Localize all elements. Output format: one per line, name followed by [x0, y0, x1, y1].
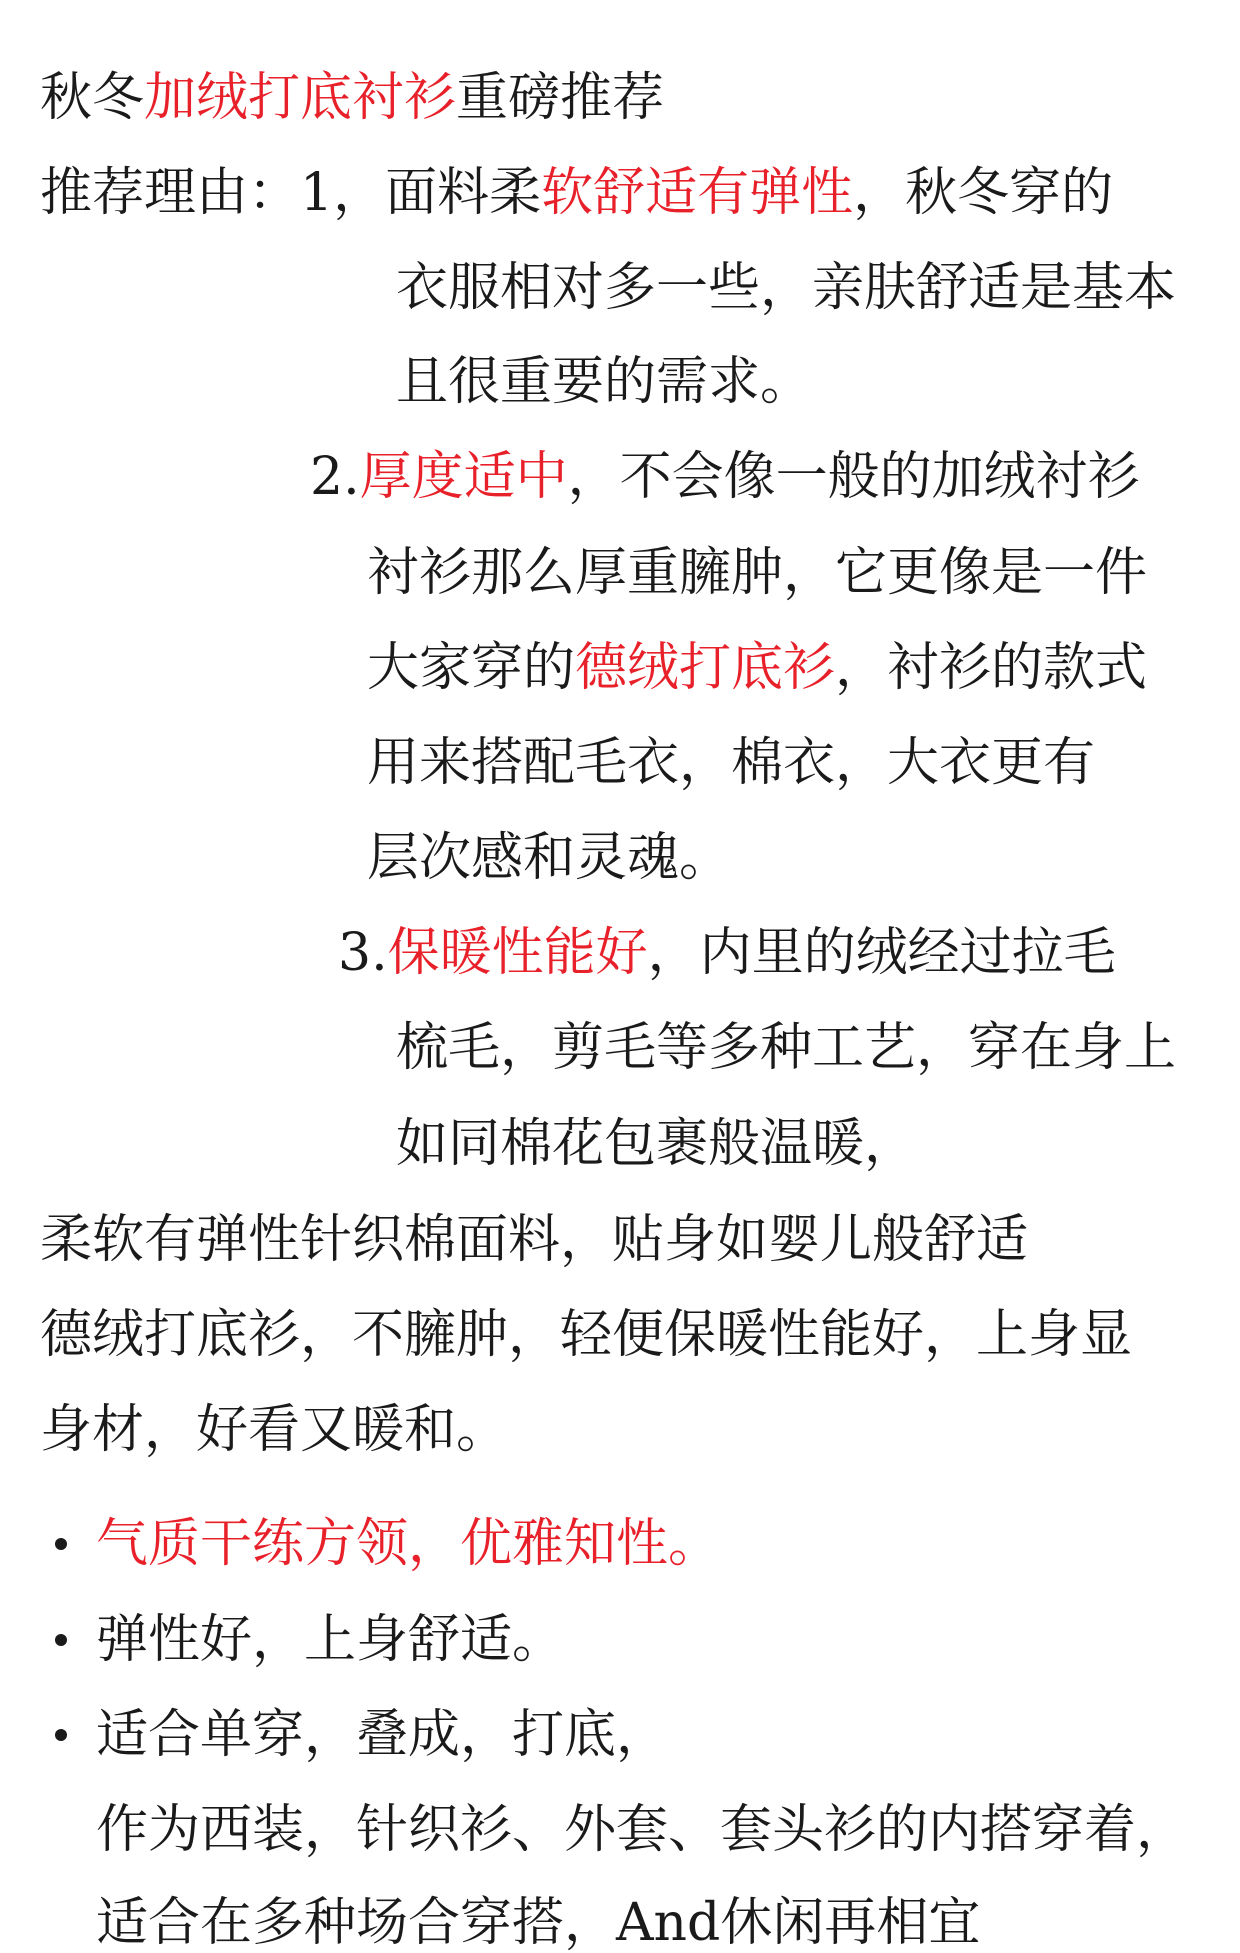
reason-highlight: 保暖性能好: [387, 923, 648, 983]
title-highlight: 加绒打底衬衫: [144, 68, 457, 128]
bullet-dot-icon: [55, 1634, 67, 1646]
reason-2-first-line: [310, 447, 1140, 507]
reason-text: 大家穿的: [367, 638, 576, 698]
reason-1-line: 且很重要的需求。: [396, 352, 813, 412]
reason-number: 3.: [338, 923, 388, 983]
paragraph-line: 柔软有弹性针织棉面料，贴身如婴儿般舒适: [40, 1210, 1029, 1270]
reason-3-line: 梳毛，剪毛等多种工艺，穿在身上: [396, 1018, 1177, 1078]
reason-1-line: 衣服相对多一些，亲肤舒适是基本: [396, 258, 1177, 318]
reason-highlight: 德绒打底衫: [575, 638, 836, 698]
reason-highlight: 软舒适有弹性: [541, 163, 854, 223]
reason-number: 1，: [300, 163, 386, 223]
page-title: [40, 68, 664, 128]
reason-3-line: 如同棉花包裹般温暖，: [396, 1114, 917, 1174]
reason-2-line: 衬衫那么厚重臃肿，它更像是一件: [367, 543, 1148, 603]
title-suffix: 重磅推荐: [456, 68, 665, 128]
reason-2-line: 用来搭配毛衣，棉衣，大衣更有: [367, 733, 1096, 793]
reason-3-first-line: [338, 923, 1116, 983]
bullet-dot-icon: [55, 1729, 67, 1741]
bullet-item: 适合单穿，叠成，打底，: [96, 1705, 669, 1765]
reason-text: ，内里的绒经过拉毛: [647, 923, 1116, 983]
paragraph-line: 德绒打底衫，不臃肿，轻便保暖性能好，上身显: [40, 1305, 1133, 1365]
reason-text: 面料柔: [385, 163, 542, 223]
bullet-dot-icon: [55, 1538, 67, 1550]
paragraph-line: 身材，好看又暖和。: [40, 1400, 509, 1460]
reason-text: ，不会像一般的加绒衬衫: [567, 447, 1140, 507]
reason-1-first-line: [40, 163, 1113, 223]
reason-2-line: [367, 638, 1147, 698]
reason-label: 推荐理由：: [40, 163, 301, 223]
reason-text: ，秋冬穿的: [853, 163, 1114, 223]
bullet-continuation-line: 作为西装，针织衫、外套、套头衫的内搭穿着，: [96, 1800, 1189, 1860]
title-prefix: 秋冬: [40, 68, 145, 128]
bullet-continuation-line: 适合在多种场合穿搭，And休闲再相宜: [96, 1893, 981, 1953]
reason-number: 2.: [310, 447, 360, 507]
reason-highlight: 厚度适中: [359, 447, 568, 507]
bullet-item: 气质干练方领，优雅知性。: [96, 1514, 721, 1574]
bullet-item: 弹性好，上身舒适。: [96, 1610, 565, 1670]
reason-2-line: 层次感和灵魂。: [367, 828, 732, 888]
reason-text: ，衬衫的款式: [835, 638, 1148, 698]
